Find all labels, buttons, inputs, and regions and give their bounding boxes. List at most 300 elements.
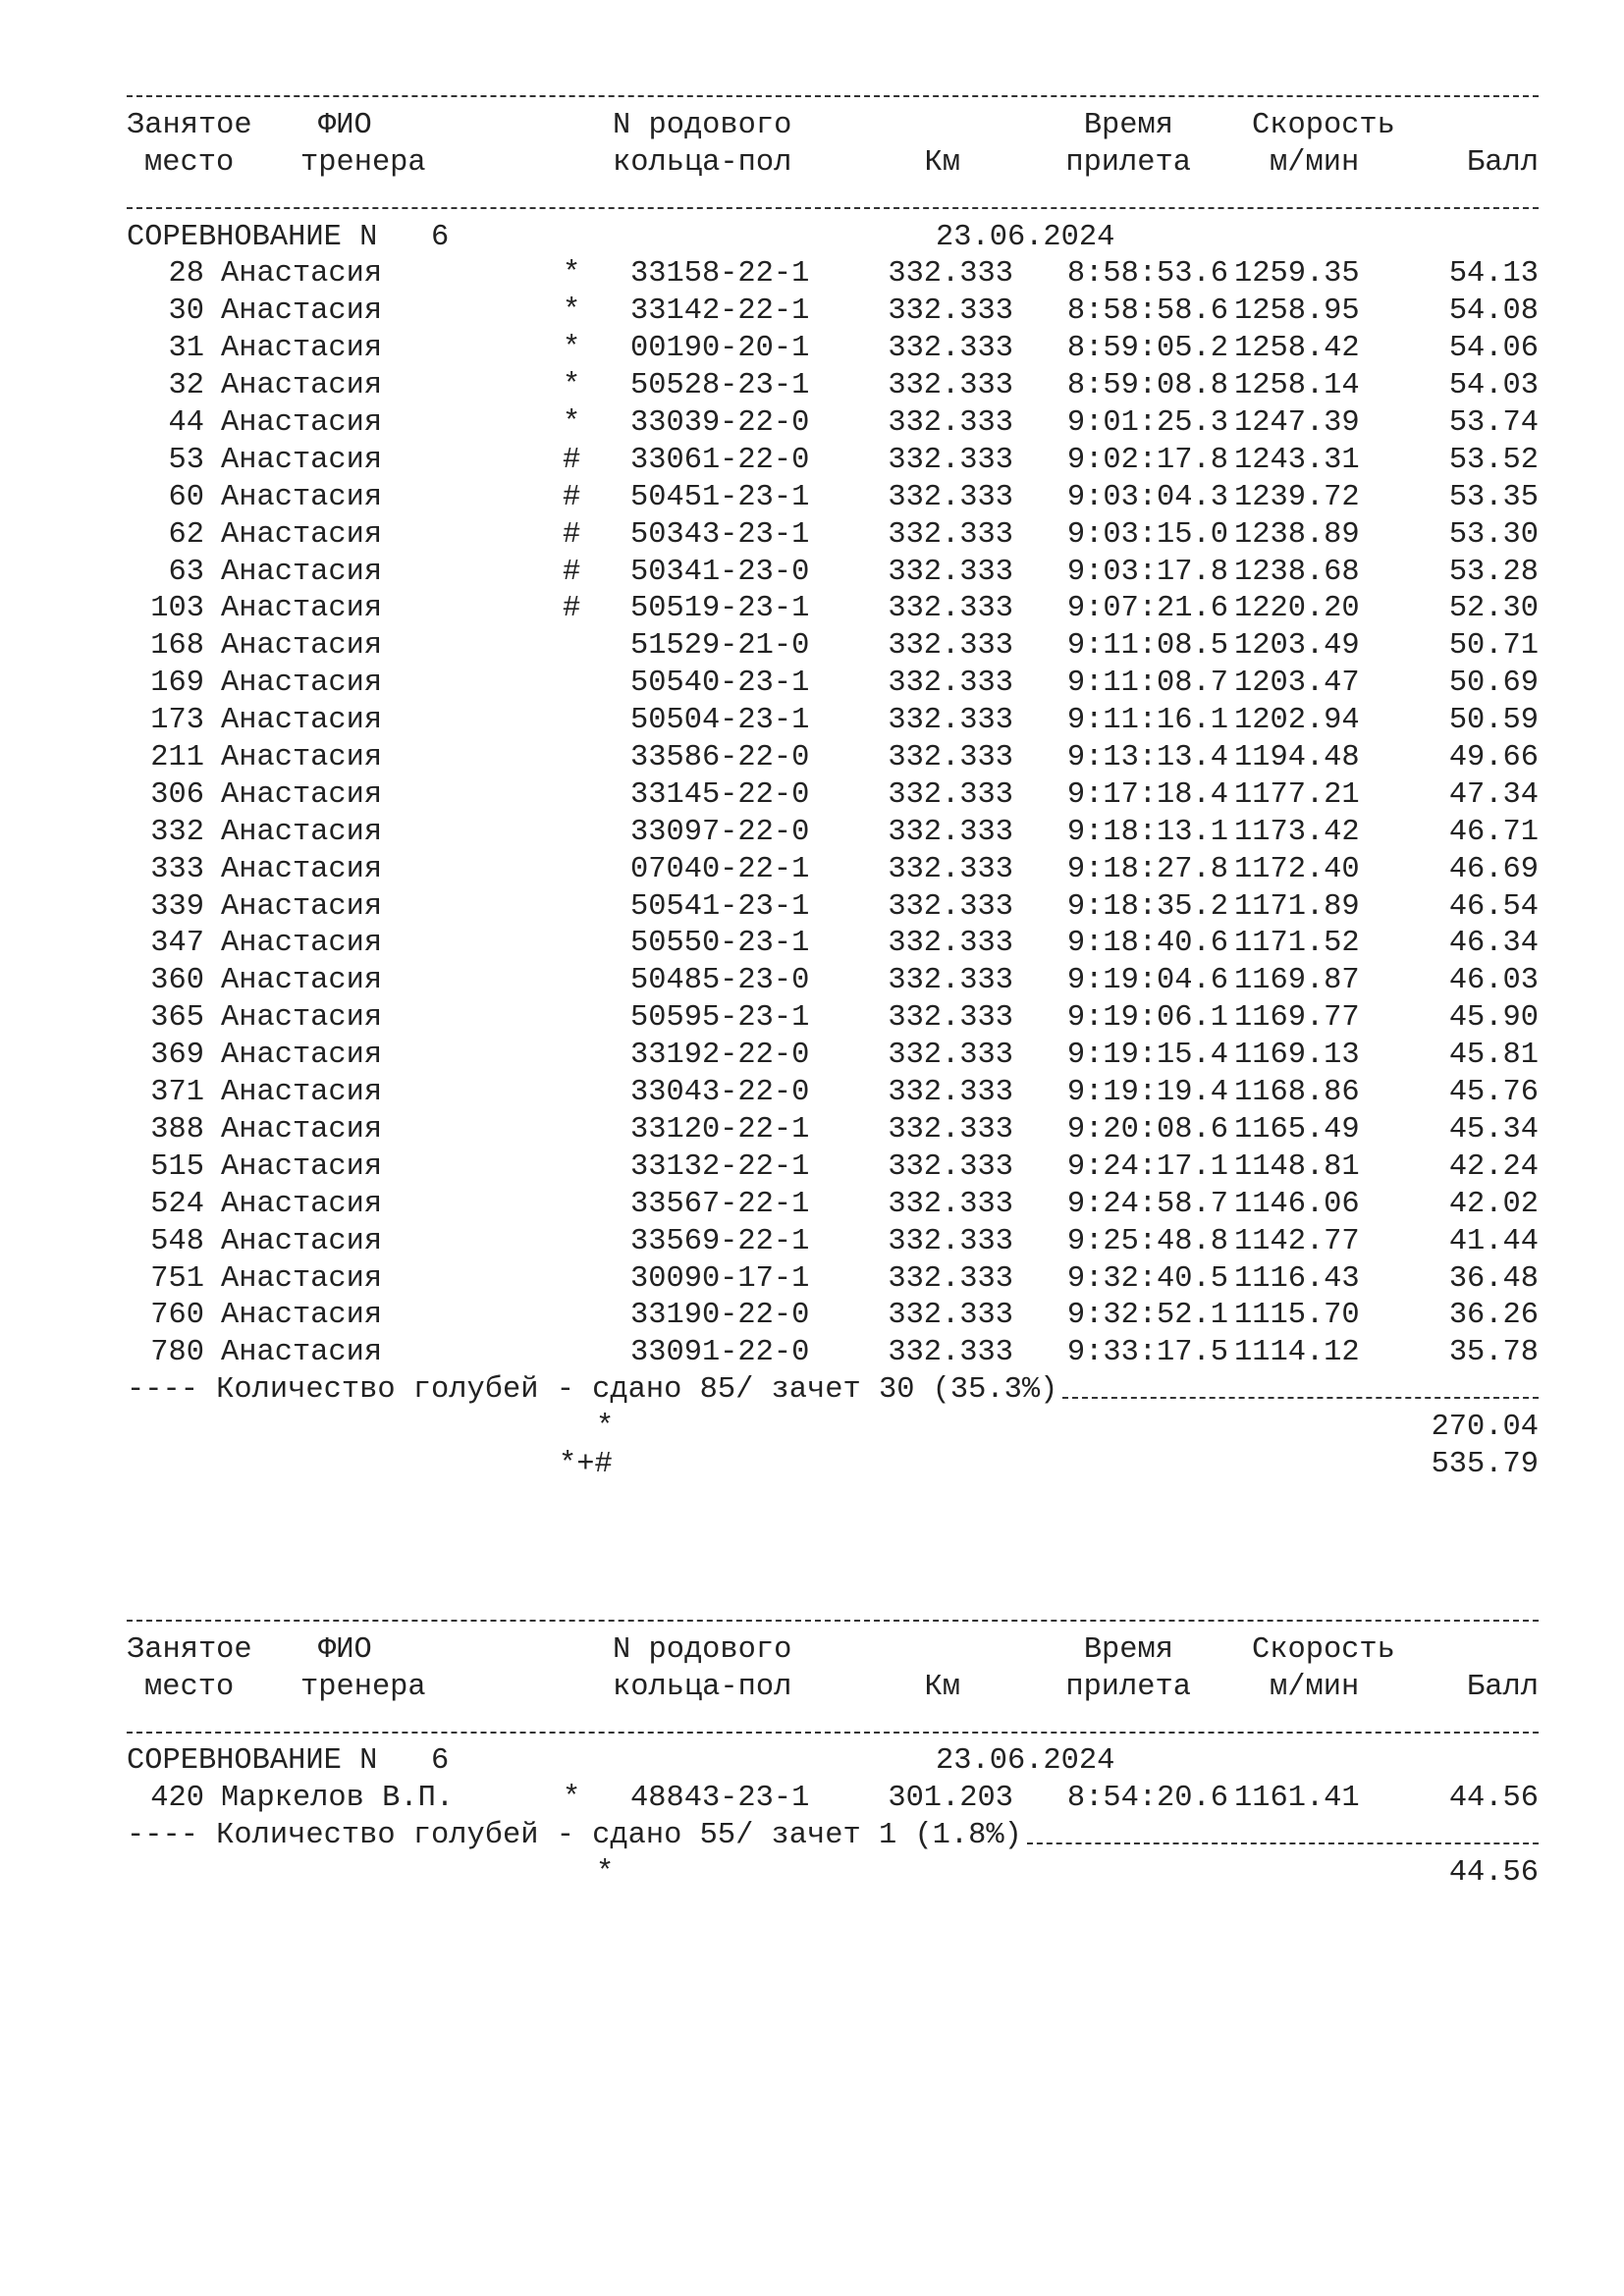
km-cell: 332.333 xyxy=(888,1112,1013,1147)
ring-cell: 33142-22-1 xyxy=(630,294,810,329)
table-row xyxy=(127,1261,1550,1299)
ring-cell: 50343-23-1 xyxy=(630,517,810,552)
speed-cell: 1238.68 xyxy=(1234,555,1360,589)
ring-cell: 33120-22-1 xyxy=(630,1112,810,1147)
header-ring: кольца-пол xyxy=(613,1670,792,1704)
total-value: 535.79 xyxy=(1431,1447,1539,1481)
speed-cell: 1238.89 xyxy=(1234,517,1360,552)
ring-cell: 48843-23-1 xyxy=(630,1782,810,1816)
summary-line xyxy=(127,1372,1550,1410)
speed-cell: 1203.47 xyxy=(1234,667,1360,701)
time-cell: 9:18:40.6 xyxy=(1066,927,1228,961)
ring-cell: 50341-23-0 xyxy=(630,555,810,589)
name-cell: Анастасия xyxy=(221,1149,383,1184)
score-cell: 46.03 xyxy=(1448,964,1539,998)
time-cell: 9:03:15.0 xyxy=(1066,517,1228,552)
name-cell: Анастасия xyxy=(221,555,383,589)
time-cell: 9:32:40.5 xyxy=(1066,1261,1228,1296)
speed-cell: 1173.42 xyxy=(1234,815,1360,849)
name-cell: Анастасия xyxy=(221,406,383,441)
name-cell: Анастасия xyxy=(221,889,383,924)
name-cell: Анастасия xyxy=(221,1261,383,1296)
table-row xyxy=(127,1112,1550,1149)
km-cell: 332.333 xyxy=(888,443,1013,477)
score-cell: 36.26 xyxy=(1448,1299,1539,1333)
ring-cell: 50451-23-1 xyxy=(630,480,810,514)
table-row xyxy=(127,628,1550,666)
speed-cell: 1168.86 xyxy=(1234,1076,1360,1110)
results-table xyxy=(127,71,1550,1595)
table-header-row xyxy=(127,1632,1550,1670)
name-cell: Анастасия xyxy=(221,257,383,292)
header-place: место xyxy=(144,1670,235,1704)
table-header-row xyxy=(127,1670,1550,1707)
place-cell: 333 xyxy=(150,852,204,886)
time-cell: 8:54:20.6 xyxy=(1066,1782,1228,1816)
km-cell: 332.333 xyxy=(888,1261,1013,1296)
place-cell: 168 xyxy=(150,629,204,664)
time-cell: 9:13:13.4 xyxy=(1066,741,1228,775)
ring-cell: 33158-22-1 xyxy=(630,257,810,292)
competition-date: 23.06.2024 xyxy=(936,220,1115,254)
mark-cell: # xyxy=(563,517,581,552)
speed-cell: 1148.81 xyxy=(1234,1149,1360,1184)
header-speed: м/мин xyxy=(1270,145,1360,180)
ring-cell: 33567-22-1 xyxy=(630,1187,810,1221)
place-cell: 332 xyxy=(150,815,204,849)
time-cell: 9:18:35.2 xyxy=(1066,889,1228,924)
km-cell: 332.333 xyxy=(888,592,1013,626)
time-cell: 9:11:16.1 xyxy=(1066,704,1228,738)
table-row xyxy=(127,703,1550,740)
table-header-row xyxy=(127,108,1550,145)
table-row xyxy=(127,256,1550,294)
place-cell: 44 xyxy=(168,406,204,441)
speed-cell: 1171.52 xyxy=(1234,927,1360,961)
ring-cell: 33145-22-0 xyxy=(630,777,810,812)
ring-cell: 50540-23-1 xyxy=(630,667,810,701)
score-cell: 53.74 xyxy=(1448,406,1539,441)
header-place: Занятое xyxy=(127,1632,252,1667)
header-score: Балл xyxy=(1467,145,1539,180)
header-ring: N родового xyxy=(613,1632,792,1667)
table-row xyxy=(127,666,1550,703)
table-row xyxy=(127,777,1550,815)
score-cell: 46.54 xyxy=(1448,889,1539,924)
name-cell: Анастасия xyxy=(221,927,383,961)
summary-tail-rule xyxy=(1027,1842,1540,1844)
score-cell: 45.81 xyxy=(1448,1039,1539,1073)
km-cell: 332.333 xyxy=(888,294,1013,329)
ring-cell: 33569-22-1 xyxy=(630,1224,810,1258)
header-time: прилета xyxy=(1065,145,1191,180)
competition-label: СОРЕВНОВАНИЕ N 6 xyxy=(127,220,450,254)
speed-cell: 1220.20 xyxy=(1234,592,1360,626)
time-cell: 9:19:04.6 xyxy=(1066,964,1228,998)
km-cell: 332.333 xyxy=(888,815,1013,849)
score-cell: 44.56 xyxy=(1448,1782,1539,1816)
header-time: прилета xyxy=(1065,1670,1191,1704)
table-row xyxy=(127,1038,1550,1075)
score-cell: 45.90 xyxy=(1448,1001,1539,1036)
km-cell: 332.333 xyxy=(888,964,1013,998)
km-cell: 332.333 xyxy=(888,1336,1013,1370)
score-cell: 53.28 xyxy=(1448,555,1539,589)
header-bottom-rule xyxy=(127,1707,1539,1744)
place-cell: 169 xyxy=(150,667,204,701)
time-cell: 9:03:17.8 xyxy=(1066,555,1228,589)
speed-cell: 1247.39 xyxy=(1234,406,1360,441)
header-time: Время xyxy=(1083,1632,1173,1667)
score-cell: 50.69 xyxy=(1448,667,1539,701)
mark-cell: * xyxy=(563,406,581,441)
score-cell: 54.08 xyxy=(1448,294,1539,329)
table-row xyxy=(127,1149,1550,1187)
speed-cell: 1172.40 xyxy=(1234,852,1360,886)
place-cell: 524 xyxy=(150,1187,204,1221)
summary-text: ---- Количество голубей - сдано 85/ зачет 30 (35.3%) xyxy=(127,1373,1058,1408)
name-cell: Анастасия xyxy=(221,1224,383,1258)
total-mark: * xyxy=(596,1411,615,1445)
place-cell: 515 xyxy=(150,1149,204,1184)
header-km: Км xyxy=(924,1670,960,1704)
summary-text: ---- Количество голубей - сдано 55/ зачет 1 (1.8%) xyxy=(127,1819,1022,1853)
time-cell: 9:19:06.1 xyxy=(1066,1001,1228,1036)
ring-cell: 07040-22-1 xyxy=(630,852,810,886)
name-cell: Анастасия xyxy=(221,667,383,701)
score-cell: 54.06 xyxy=(1448,332,1539,366)
summary-line xyxy=(127,1818,1550,1855)
ring-cell: 33039-22-0 xyxy=(630,406,810,441)
place-cell: 32 xyxy=(168,369,204,403)
ring-cell: 33190-22-0 xyxy=(630,1299,810,1333)
speed-cell: 1142.77 xyxy=(1234,1224,1360,1258)
speed-cell: 1171.89 xyxy=(1234,889,1360,924)
header-fio: ФИО xyxy=(318,108,372,142)
km-cell: 332.333 xyxy=(888,1076,1013,1110)
name-cell: Маркелов В.П. xyxy=(221,1782,455,1816)
header-fio: тренера xyxy=(300,1670,426,1704)
header-fio: тренера xyxy=(300,145,426,180)
results-document xyxy=(127,71,1550,1893)
place-cell: 60 xyxy=(168,480,204,514)
time-cell: 9:01:25.3 xyxy=(1066,406,1228,441)
speed-cell: 1202.94 xyxy=(1234,704,1360,738)
name-cell: Анастасия xyxy=(221,629,383,664)
mark-cell: # xyxy=(563,443,581,477)
summary-tail-rule xyxy=(1062,1397,1539,1399)
score-cell: 50.59 xyxy=(1448,704,1539,738)
total-row xyxy=(127,1447,1550,1484)
name-cell: Анастасия xyxy=(221,1336,383,1370)
header-fio: ФИО xyxy=(318,1632,372,1667)
score-cell: 45.76 xyxy=(1448,1076,1539,1110)
km-cell: 332.333 xyxy=(888,1299,1013,1333)
time-cell: 9:02:17.8 xyxy=(1066,443,1228,477)
name-cell: Анастасия xyxy=(221,852,383,886)
score-cell: 52.30 xyxy=(1448,592,1539,626)
header-speed: Скорость xyxy=(1252,108,1395,142)
time-cell: 9:18:13.1 xyxy=(1066,815,1228,849)
place-cell: 62 xyxy=(168,517,204,552)
time-cell: 8:59:08.8 xyxy=(1066,369,1228,403)
name-cell: Анастасия xyxy=(221,1299,383,1333)
ring-cell: 50485-23-0 xyxy=(630,964,810,998)
speed-cell: 1258.42 xyxy=(1234,332,1360,366)
speed-cell: 1116.43 xyxy=(1234,1261,1360,1296)
table-row xyxy=(127,555,1550,592)
time-cell: 9:24:58.7 xyxy=(1066,1187,1228,1221)
score-cell: 53.52 xyxy=(1448,443,1539,477)
table-row xyxy=(127,852,1550,889)
header-speed: м/мин xyxy=(1270,1670,1360,1704)
table-row xyxy=(127,1224,1550,1261)
table-row xyxy=(127,331,1550,368)
place-cell: 751 xyxy=(150,1261,204,1296)
place-cell: 548 xyxy=(150,1224,204,1258)
table-row xyxy=(127,480,1550,517)
score-cell: 47.34 xyxy=(1448,777,1539,812)
competition-date: 23.06.2024 xyxy=(936,1744,1115,1779)
name-cell: Анастасия xyxy=(221,1112,383,1147)
mark-cell: * xyxy=(563,257,581,292)
time-cell: 8:58:53.6 xyxy=(1066,257,1228,292)
score-cell: 50.71 xyxy=(1448,629,1539,664)
table-row xyxy=(127,889,1550,927)
name-cell: Анастасия xyxy=(221,480,383,514)
header-place: Занятое xyxy=(127,108,252,142)
speed-cell: 1259.35 xyxy=(1234,257,1360,292)
place-cell: 780 xyxy=(150,1336,204,1370)
name-cell: Анастасия xyxy=(221,815,383,849)
km-cell: 332.333 xyxy=(888,1224,1013,1258)
ring-cell: 50528-23-1 xyxy=(630,369,810,403)
results-table xyxy=(127,1595,1550,1893)
speed-cell: 1169.87 xyxy=(1234,964,1360,998)
time-cell: 9:33:17.5 xyxy=(1066,1336,1228,1370)
score-cell: 46.69 xyxy=(1448,852,1539,886)
place-cell: 28 xyxy=(168,257,204,292)
speed-cell: 1169.13 xyxy=(1234,1039,1360,1073)
km-cell: 332.333 xyxy=(888,1001,1013,1036)
total-row xyxy=(127,1410,1550,1447)
name-cell: Анастасия xyxy=(221,704,383,738)
place-cell: 365 xyxy=(150,1001,204,1036)
header-top-rule xyxy=(127,71,1539,108)
place-cell: 103 xyxy=(150,592,204,626)
speed-cell: 1239.72 xyxy=(1234,480,1360,514)
speed-cell: 1115.70 xyxy=(1234,1299,1360,1333)
header-ring: кольца-пол xyxy=(613,145,792,180)
table-row xyxy=(127,1298,1550,1335)
ring-cell: 30090-17-1 xyxy=(630,1261,810,1296)
name-cell: Анастасия xyxy=(221,443,383,477)
total-value: 44.56 xyxy=(1448,1856,1539,1891)
ring-cell: 33061-22-0 xyxy=(630,443,810,477)
km-cell: 332.333 xyxy=(888,480,1013,514)
name-cell: Анастасия xyxy=(221,964,383,998)
name-cell: Анастасия xyxy=(221,369,383,403)
mark-cell: # xyxy=(563,555,581,589)
km-cell: 332.333 xyxy=(888,369,1013,403)
ring-cell: 50595-23-1 xyxy=(630,1001,810,1036)
name-cell: Анастасия xyxy=(221,741,383,775)
mark-cell: * xyxy=(563,1782,581,1816)
table-row xyxy=(127,1075,1550,1112)
ring-cell: 33132-22-1 xyxy=(630,1149,810,1184)
total-row xyxy=(127,1855,1550,1893)
score-cell: 49.66 xyxy=(1448,741,1539,775)
score-cell: 54.03 xyxy=(1448,369,1539,403)
section-spacer xyxy=(127,1484,1550,1595)
km-cell: 332.333 xyxy=(888,257,1013,292)
time-cell: 9:25:48.8 xyxy=(1066,1224,1228,1258)
speed-cell: 1114.12 xyxy=(1234,1336,1360,1370)
name-cell: Анастасия xyxy=(221,294,383,329)
place-cell: 173 xyxy=(150,704,204,738)
competition-label: СОРЕВНОВАНИЕ N 6 xyxy=(127,1744,450,1779)
time-cell: 8:59:05.2 xyxy=(1066,332,1228,366)
table-row xyxy=(127,1781,1550,1818)
header-time: Время xyxy=(1083,108,1173,142)
competition-line xyxy=(127,220,1550,257)
ring-cell: 33192-22-0 xyxy=(630,1039,810,1073)
table-row xyxy=(127,443,1550,480)
speed-cell: 1243.31 xyxy=(1234,443,1360,477)
score-cell: 53.30 xyxy=(1448,517,1539,552)
table-row xyxy=(127,368,1550,405)
time-cell: 9:19:19.4 xyxy=(1066,1076,1228,1110)
place-cell: 306 xyxy=(150,777,204,812)
table-row xyxy=(127,926,1550,963)
competition-line xyxy=(127,1743,1550,1781)
ring-cell: 33091-22-0 xyxy=(630,1336,810,1370)
score-cell: 42.02 xyxy=(1448,1187,1539,1221)
km-cell: 332.333 xyxy=(888,852,1013,886)
speed-cell: 1177.21 xyxy=(1234,777,1360,812)
ring-cell: 33043-22-0 xyxy=(630,1076,810,1110)
score-cell: 35.78 xyxy=(1448,1336,1539,1370)
table-header-row xyxy=(127,145,1550,183)
total-mark: *+# xyxy=(559,1447,613,1481)
name-cell: Анастасия xyxy=(221,592,383,626)
ring-cell: 00190-20-1 xyxy=(630,332,810,366)
time-cell: 9:32:52.1 xyxy=(1066,1299,1228,1333)
time-cell: 9:11:08.7 xyxy=(1066,667,1228,701)
speed-cell: 1203.49 xyxy=(1234,629,1360,664)
header-speed: Скорость xyxy=(1252,1632,1395,1667)
mark-cell: * xyxy=(563,294,581,329)
ring-cell: 50550-23-1 xyxy=(630,927,810,961)
name-cell: Анастасия xyxy=(221,1001,383,1036)
km-cell: 332.333 xyxy=(888,704,1013,738)
ring-cell: 51529-21-0 xyxy=(630,629,810,664)
time-cell: 9:20:08.6 xyxy=(1066,1112,1228,1147)
time-cell: 9:19:15.4 xyxy=(1066,1039,1228,1073)
km-cell: 301.203 xyxy=(888,1782,1013,1816)
km-cell: 332.333 xyxy=(888,1187,1013,1221)
time-cell: 9:07:21.6 xyxy=(1066,592,1228,626)
km-cell: 332.333 xyxy=(888,927,1013,961)
time-cell: 9:11:08.5 xyxy=(1066,629,1228,664)
speed-cell: 1161.41 xyxy=(1234,1782,1360,1816)
time-cell: 9:03:04.3 xyxy=(1066,480,1228,514)
score-cell: 46.71 xyxy=(1448,815,1539,849)
time-cell: 9:24:17.1 xyxy=(1066,1149,1228,1184)
place-cell: 31 xyxy=(168,332,204,366)
time-cell: 9:18:27.8 xyxy=(1066,852,1228,886)
table-row xyxy=(127,815,1550,852)
table-row xyxy=(127,517,1550,555)
table-row xyxy=(127,1000,1550,1038)
ring-cell: 50541-23-1 xyxy=(630,889,810,924)
table-row xyxy=(127,740,1550,777)
km-cell: 332.333 xyxy=(888,889,1013,924)
score-cell: 41.44 xyxy=(1448,1224,1539,1258)
speed-cell: 1165.49 xyxy=(1234,1112,1360,1147)
table-row xyxy=(127,1187,1550,1224)
place-cell: 347 xyxy=(150,927,204,961)
km-cell: 332.333 xyxy=(888,1149,1013,1184)
time-cell: 8:58:58.6 xyxy=(1066,294,1228,329)
speed-cell: 1258.14 xyxy=(1234,369,1360,403)
time-cell: 9:17:18.4 xyxy=(1066,777,1228,812)
score-cell: 36.48 xyxy=(1448,1261,1539,1296)
ring-cell: 33586-22-0 xyxy=(630,741,810,775)
km-cell: 332.333 xyxy=(888,629,1013,664)
header-top-rule xyxy=(127,1595,1539,1632)
place-cell: 388 xyxy=(150,1112,204,1147)
mark-cell: * xyxy=(563,369,581,403)
place-cell: 30 xyxy=(168,294,204,329)
name-cell: Анастасия xyxy=(221,517,383,552)
ring-cell: 50504-23-1 xyxy=(630,704,810,738)
score-cell: 42.24 xyxy=(1448,1149,1539,1184)
km-cell: 332.333 xyxy=(888,741,1013,775)
km-cell: 332.333 xyxy=(888,1039,1013,1073)
speed-cell: 1146.06 xyxy=(1234,1187,1360,1221)
table-row xyxy=(127,405,1550,443)
place-cell: 360 xyxy=(150,964,204,998)
mark-cell: # xyxy=(563,592,581,626)
ring-cell: 33097-22-0 xyxy=(630,815,810,849)
header-place: место xyxy=(144,145,235,180)
mark-cell: # xyxy=(563,480,581,514)
speed-cell: 1169.77 xyxy=(1234,1001,1360,1036)
place-cell: 211 xyxy=(150,741,204,775)
name-cell: Анастасия xyxy=(221,777,383,812)
place-cell: 760 xyxy=(150,1299,204,1333)
name-cell: Анастасия xyxy=(221,1187,383,1221)
km-cell: 332.333 xyxy=(888,517,1013,552)
header-score: Балл xyxy=(1467,1670,1539,1704)
score-cell: 54.13 xyxy=(1448,257,1539,292)
km-cell: 332.333 xyxy=(888,667,1013,701)
place-cell: 420 xyxy=(150,1782,204,1816)
mark-cell: * xyxy=(563,332,581,366)
table-row xyxy=(127,591,1550,628)
score-cell: 53.35 xyxy=(1448,480,1539,514)
name-cell: Анастасия xyxy=(221,332,383,366)
km-cell: 332.333 xyxy=(888,555,1013,589)
km-cell: 332.333 xyxy=(888,406,1013,441)
name-cell: Анастасия xyxy=(221,1039,383,1073)
name-cell: Анастасия xyxy=(221,1076,383,1110)
total-value: 270.04 xyxy=(1431,1411,1539,1445)
total-mark: * xyxy=(596,1856,615,1891)
score-cell: 46.34 xyxy=(1448,927,1539,961)
header-bottom-rule xyxy=(127,183,1539,220)
